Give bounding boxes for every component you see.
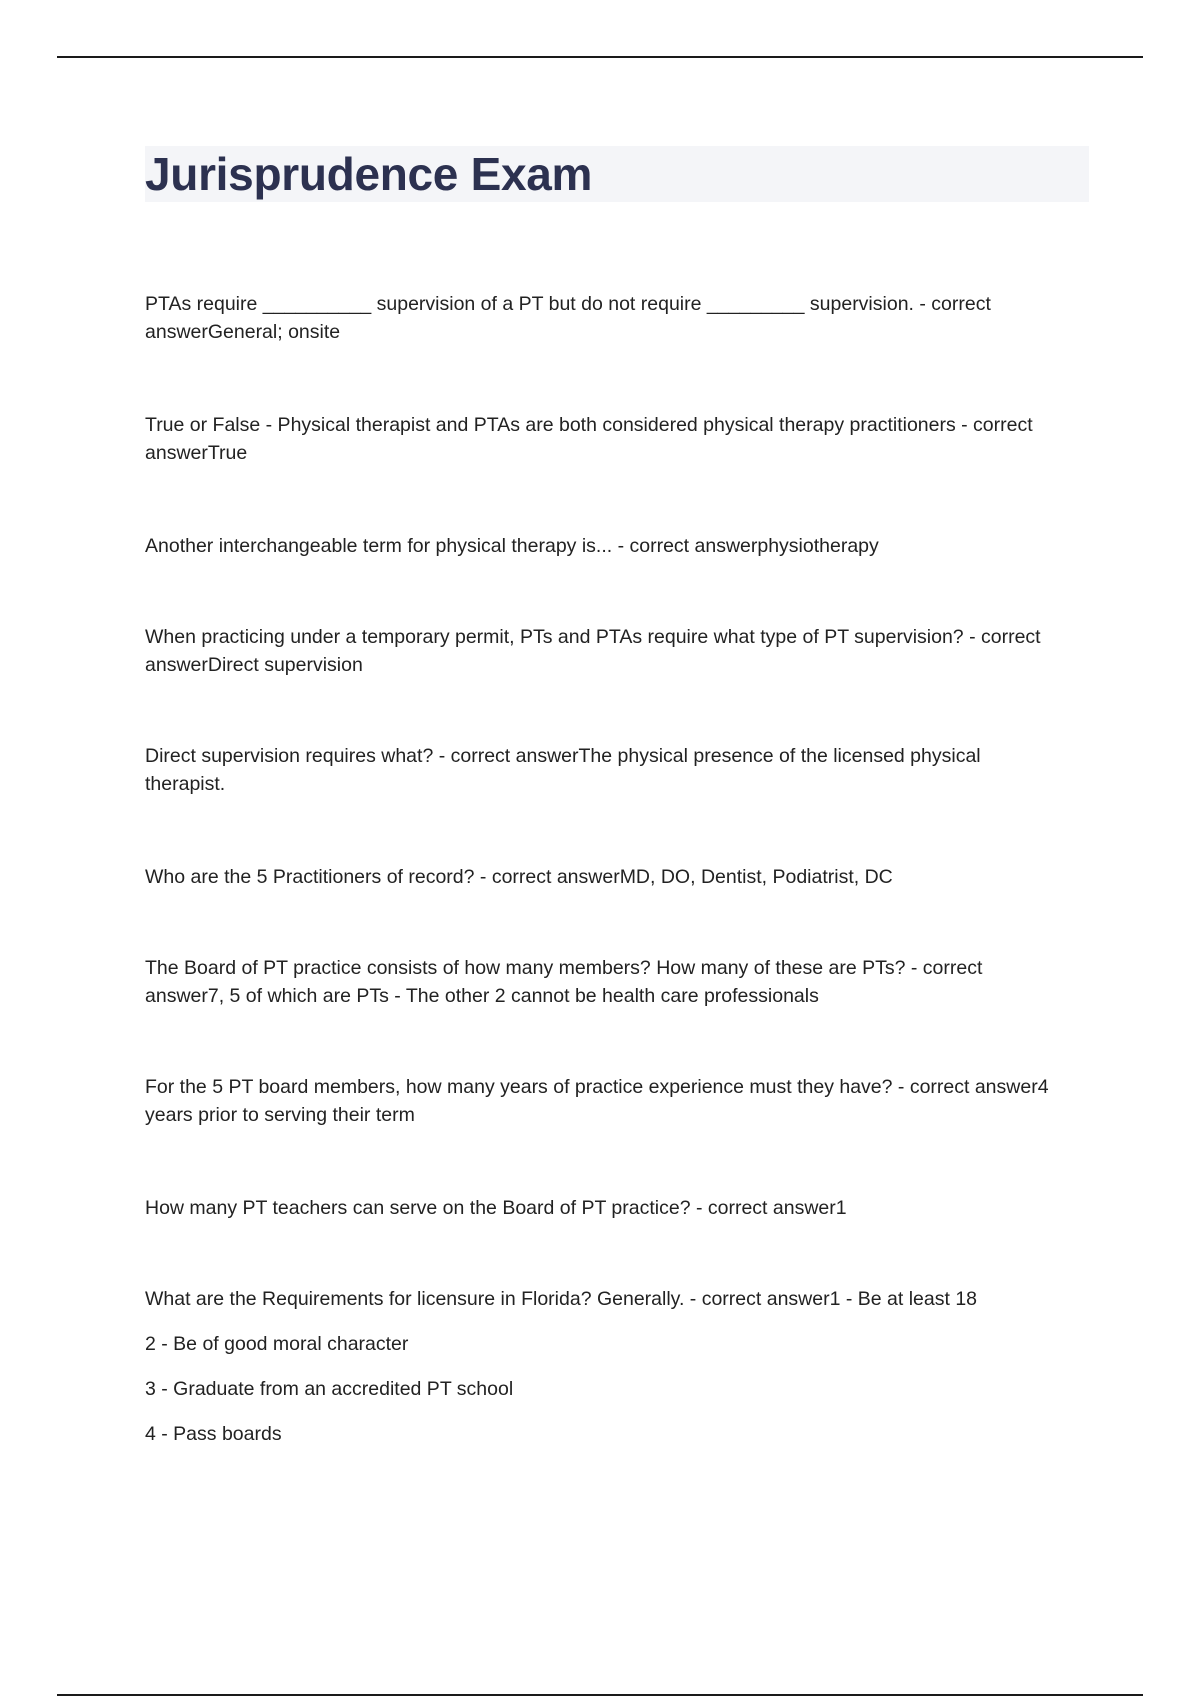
qa-item-10 [145, 1285, 1090, 1313]
qa-line: What are the Requirements for licensure in Florida? Generally. - correct answer1 - Be at least 18 [145, 1288, 978, 1310]
qa-line: PTAs require __________ supervision of a PT but do not require _________ supervision. - correct [145, 293, 991, 315]
qa-line: answer7, 5 of which are PTs - The other 2 cannot be health care professionals [145, 985, 819, 1007]
qa-line: The Board of PT practice consists of how many members? How many of these are PTs? - correct [145, 957, 983, 979]
qa-item-1 [145, 290, 1090, 346]
qa-item-7 [145, 954, 1090, 1010]
qa-line: therapist. [145, 773, 226, 795]
qa-line: Who are the 5 Practitioners of record? - correct answerMD, DO, Dentist, Podiatrist, DC [145, 866, 893, 888]
qa-item-4 [145, 623, 1090, 679]
qa-line: Direct supervision requires what? - correct answerThe physical presence of the licensed physical [145, 745, 981, 767]
qa-line: years prior to serving their term [145, 1104, 415, 1126]
qa-line: True or False - Physical therapist and PTAs are both considered physical therapy practitioners - correct [145, 414, 1033, 436]
qa-item-5 [145, 742, 1090, 798]
qa-item-8 [145, 1073, 1090, 1129]
bottom-rule [57, 1694, 1143, 1696]
list-item: 3 - Graduate from an accredited PT school [145, 1378, 514, 1400]
qa-line: answerDirect supervision [145, 654, 363, 676]
list-item: 4 - Pass boards [145, 1423, 282, 1445]
top-rule [57, 56, 1143, 58]
list-item: 2 - Be of good moral character [145, 1333, 409, 1355]
qa-line: Another interchangeable term for physical therapy is... - correct answerphysiotherapy [145, 535, 879, 557]
qa-line: answerGeneral; onsite [145, 321, 341, 343]
qa-item-2 [145, 411, 1090, 467]
qa-line: When practicing under a temporary permit, PTs and PTAs require what type of PT supervision? - correct [145, 626, 1041, 648]
qa-line: For the 5 PT board members, how many years of practice experience must they have? - correct answer4 [145, 1076, 1049, 1098]
qa-line: How many PT teachers can serve on the Board of PT practice? - correct answer1 [145, 1197, 847, 1219]
qa-item-3 [145, 532, 1090, 560]
page-title: Jurisprudence Exam [145, 148, 593, 200]
qa-item-9 [145, 1194, 1090, 1222]
qa-item-6 [145, 863, 1090, 891]
qa-line: answerTrue [145, 442, 248, 464]
